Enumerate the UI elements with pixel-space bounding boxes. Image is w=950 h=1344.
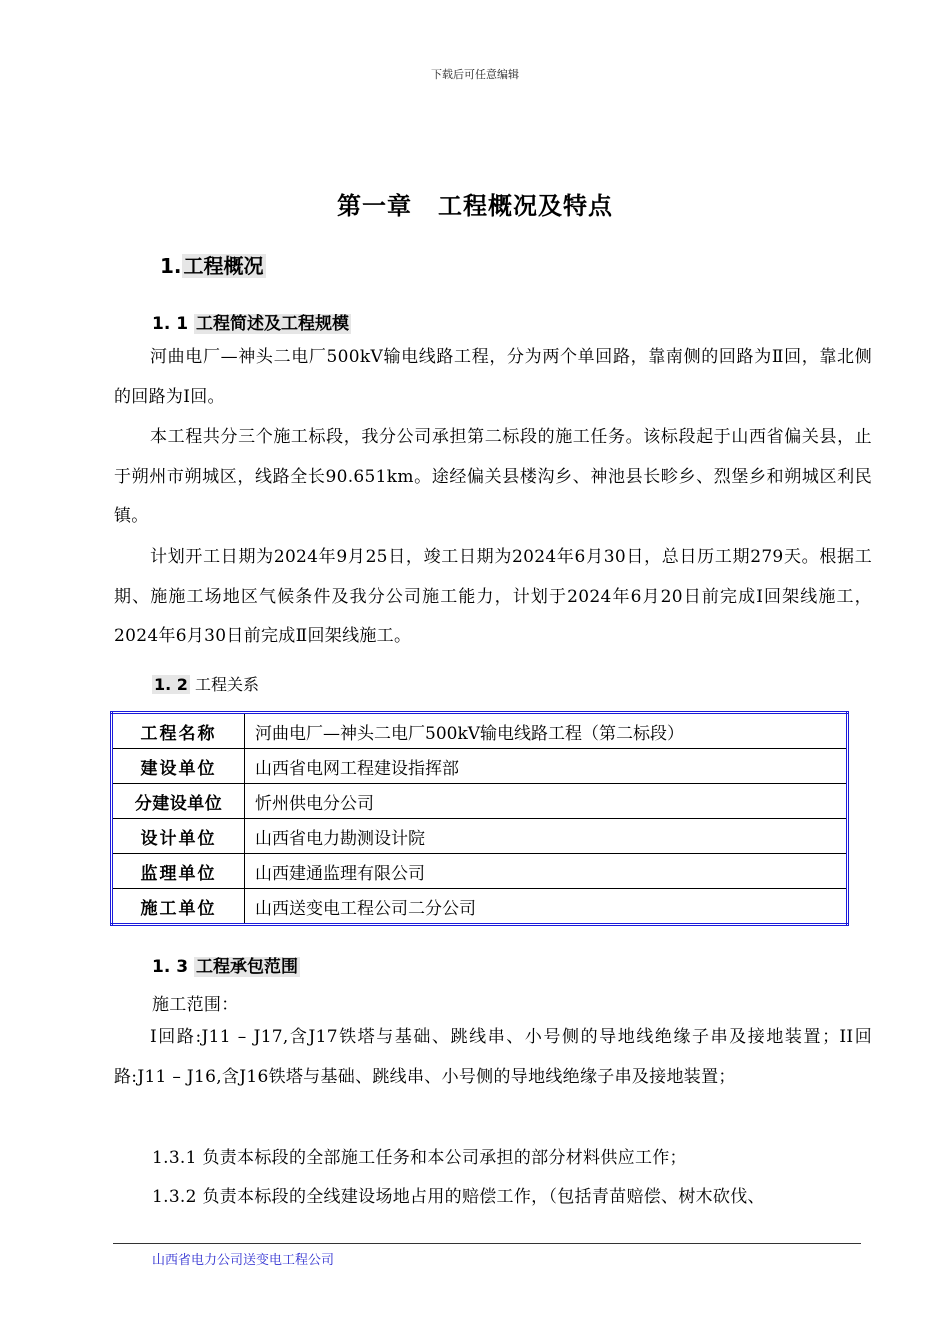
table-row: [112, 819, 848, 854]
row-label: 工程名称: [112, 713, 245, 749]
row-label: 设计单位: [112, 819, 245, 854]
header-note: 下载后可任意编辑: [431, 68, 519, 81]
row-value: 忻州供电分公司: [245, 784, 848, 819]
project-relations-table: [110, 711, 849, 926]
section-1-1-heading: [152, 309, 351, 334]
section-1-3-heading: [152, 952, 300, 977]
table-row: [112, 713, 848, 749]
row-value: 山西省电网工程建设指挥部: [245, 749, 848, 784]
section-1-1-number: 1. 1: [152, 314, 189, 334]
overview-paragraph-2: 本工程共分三个施工标段，我分公司承担第二标段的施工任务。该标段起于山西省偏关县，止于朔州市朔城区，线路全长90.651km。途经偏关县楼沟乡、神池县长畛乡、烈堡乡和朔城区利民镇。: [114, 427, 872, 526]
section-1-number: 1.: [160, 254, 182, 278]
section-1-2-number: 1. 2: [154, 675, 188, 694]
row-value: 山西送变电工程公司二分公司: [245, 889, 848, 925]
scope-label: 施工范围：: [152, 995, 239, 1015]
row-label: 建设单位: [112, 749, 245, 784]
row-value: 山西建通监理有限公司: [245, 854, 848, 889]
scope-item-2: 1.3.2 负责本标段的全线建设场地占用的赔偿工作，（包括青苗赔偿、树木砍伐、: [152, 1187, 765, 1207]
table-row: [112, 784, 848, 819]
scope-paragraph: Ⅰ回路:J11 – J17,含J17铁塔与基础、跳线串、小号侧的导地线绝缘子串及接地装置；II回路:J11 – J16,含J16铁塔与基础、跳线串、小号侧的导地线绝缘子串及接地装置；: [114, 1027, 872, 1087]
table-row: [112, 854, 848, 889]
scope-item-1: 1.3.1 负责本标段的全部施工任务和本公司承担的部分材料供应工作；: [152, 1148, 687, 1168]
row-label: 分建设单位: [112, 784, 245, 819]
section-1-2-title: 工程关系: [195, 675, 260, 694]
row-label: 施工单位: [112, 889, 245, 925]
table-row: [112, 889, 848, 925]
section-1-2-heading: [152, 672, 259, 695]
section-1-3-number: 1. 3: [152, 957, 189, 977]
overview-paragraph-3: 计划开工日期为2024年9月25日，竣工日期为2024年6月30日，总日历工期279天。根据工期、施施工场地区气候条件及我分公司施工能力，计划于2024年6月20日前完成Ⅰ回架线施工，2024年6月30日前完成Ⅱ回架线施工。: [114, 547, 872, 646]
chapter-title: [0, 186, 950, 221]
section-1-title: 工程概况: [183, 254, 264, 278]
section-1-1-title: 工程简述及工程规模: [195, 314, 349, 334]
row-value: 山西省电力勘测设计院: [245, 819, 848, 854]
chapter-name: 工程概况及特点: [438, 192, 613, 220]
row-value: 河曲电厂—神头二电厂500kV输电线路工程（第二标段）: [245, 713, 848, 749]
footer-divider: [113, 1243, 861, 1244]
overview-paragraph-1: 河曲电厂—神头二电厂500kV输电线路工程，分为两个单回路，靠南侧的回路为Ⅱ回，靠北侧的回路为Ⅰ回。: [114, 347, 872, 407]
section-1-3-title: 工程承包范围: [195, 957, 298, 977]
footer-company: 山西省电力公司送变电工程公司: [152, 1253, 335, 1268]
row-label: 监理单位: [112, 854, 245, 889]
table-row: [112, 749, 848, 784]
chapter-number: 第一章: [337, 192, 412, 220]
section-1-heading: [160, 250, 266, 279]
